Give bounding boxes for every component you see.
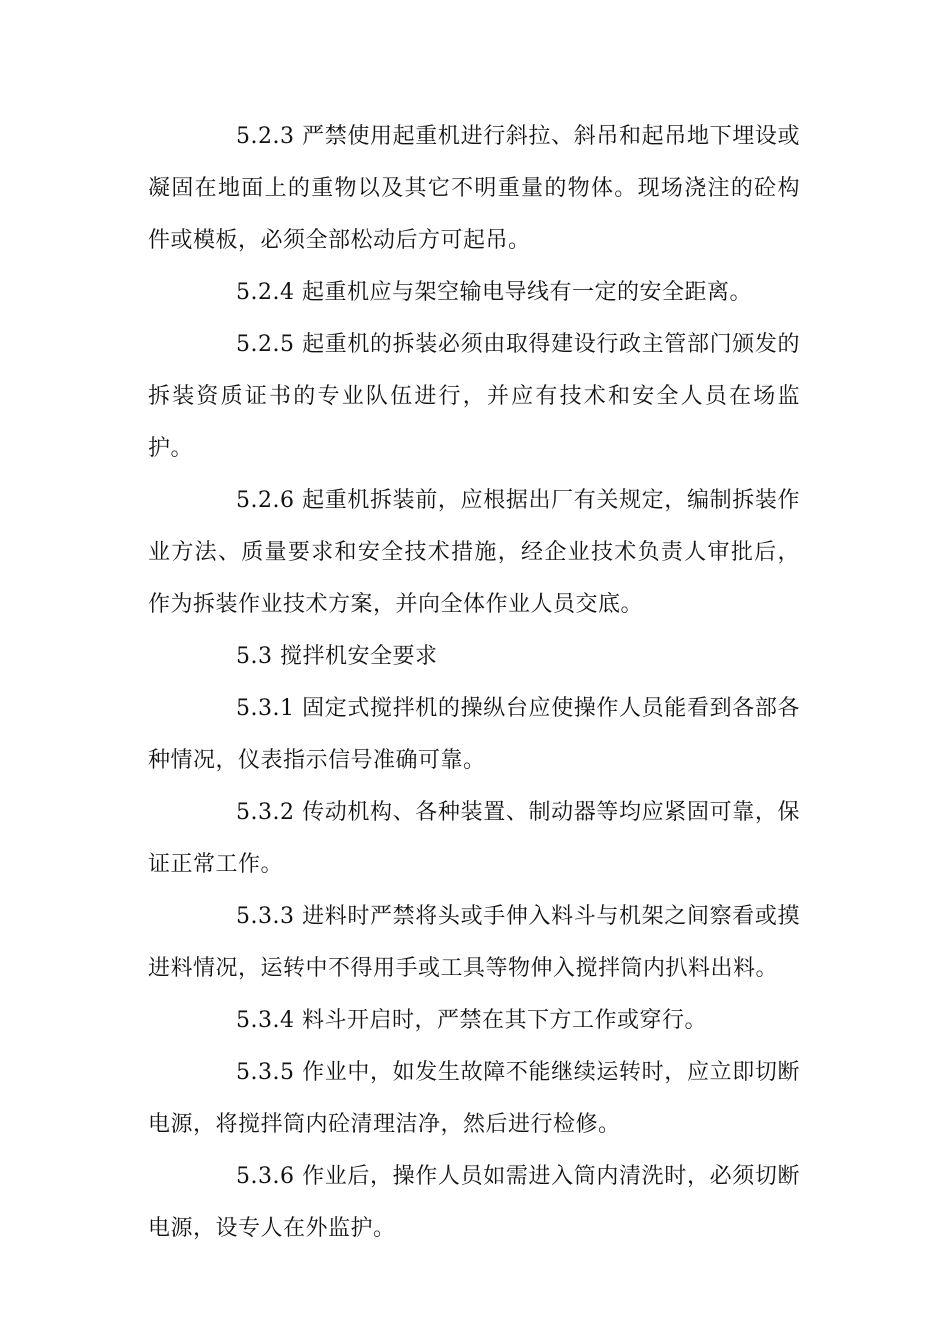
- paragraph-5-3-2: 5.3.2 传动机构、各种装置、制动器等均应紧固可靠，保证正常工作。: [148, 800, 800, 877]
- paragraph-5-3-6: 5.3.6 作业后，操作人员如需进入筒内清洗时，必须切断电源，设专人在外监护。: [148, 1164, 800, 1241]
- paragraph-5-2-5: 5.2.5 起重机的拆装必须由取得建设行政主管部门颁发的拆装资质证书的专业队伍进行，并应有技术和安全人员在场监护。: [148, 332, 800, 461]
- section-heading-5-3: 5.3 搅拌机安全要求: [236, 644, 438, 669]
- paragraph-5-2-4: 5.2.4 起重机应与架空输电导线有一定的安全距离。: [236, 280, 752, 305]
- paragraph-5-3-4: 5.3.4 料斗开启时，严禁在其下方工作或穿行。: [236, 1008, 707, 1033]
- paragraph-5-3-1: 5.3.1 固定式搅拌机的操纵台应使操作人员能看到各部各种情况，仪表指示信号准确可靠。: [148, 696, 800, 773]
- paragraph-5-3-5: 5.3.5 作业中，如发生故障不能继续运转时，应立即切断电源，将搅拌筒内砼清理洁净，然后进行检修。: [148, 1060, 800, 1137]
- paragraph-5-2-3: 5.2.3 严禁使用起重机进行斜拉、斜吊和起吊地下埋设或凝固在地面上的重物以及其它不明重量的物体。现场浇注的砼构件或模板，必须全部松动后方可起吊。: [148, 124, 800, 253]
- paragraph-5-2-6: 5.2.6 起重机拆装前，应根据出厂有关规定，编制拆装作业方法、质量要求和安全技术措施，经企业技术负责人审批后，作为拆装作业技术方案，并向全体作业人员交底。: [148, 488, 800, 617]
- document-body: [148, 111, 800, 1255]
- paragraph-5-3-3: 5.3.3 进料时严禁将头或手伸入料斗与机架之间察看或摸进料情况，运转中不得用手或工具等物伸入搅拌筒内扒料出料。: [148, 904, 800, 981]
